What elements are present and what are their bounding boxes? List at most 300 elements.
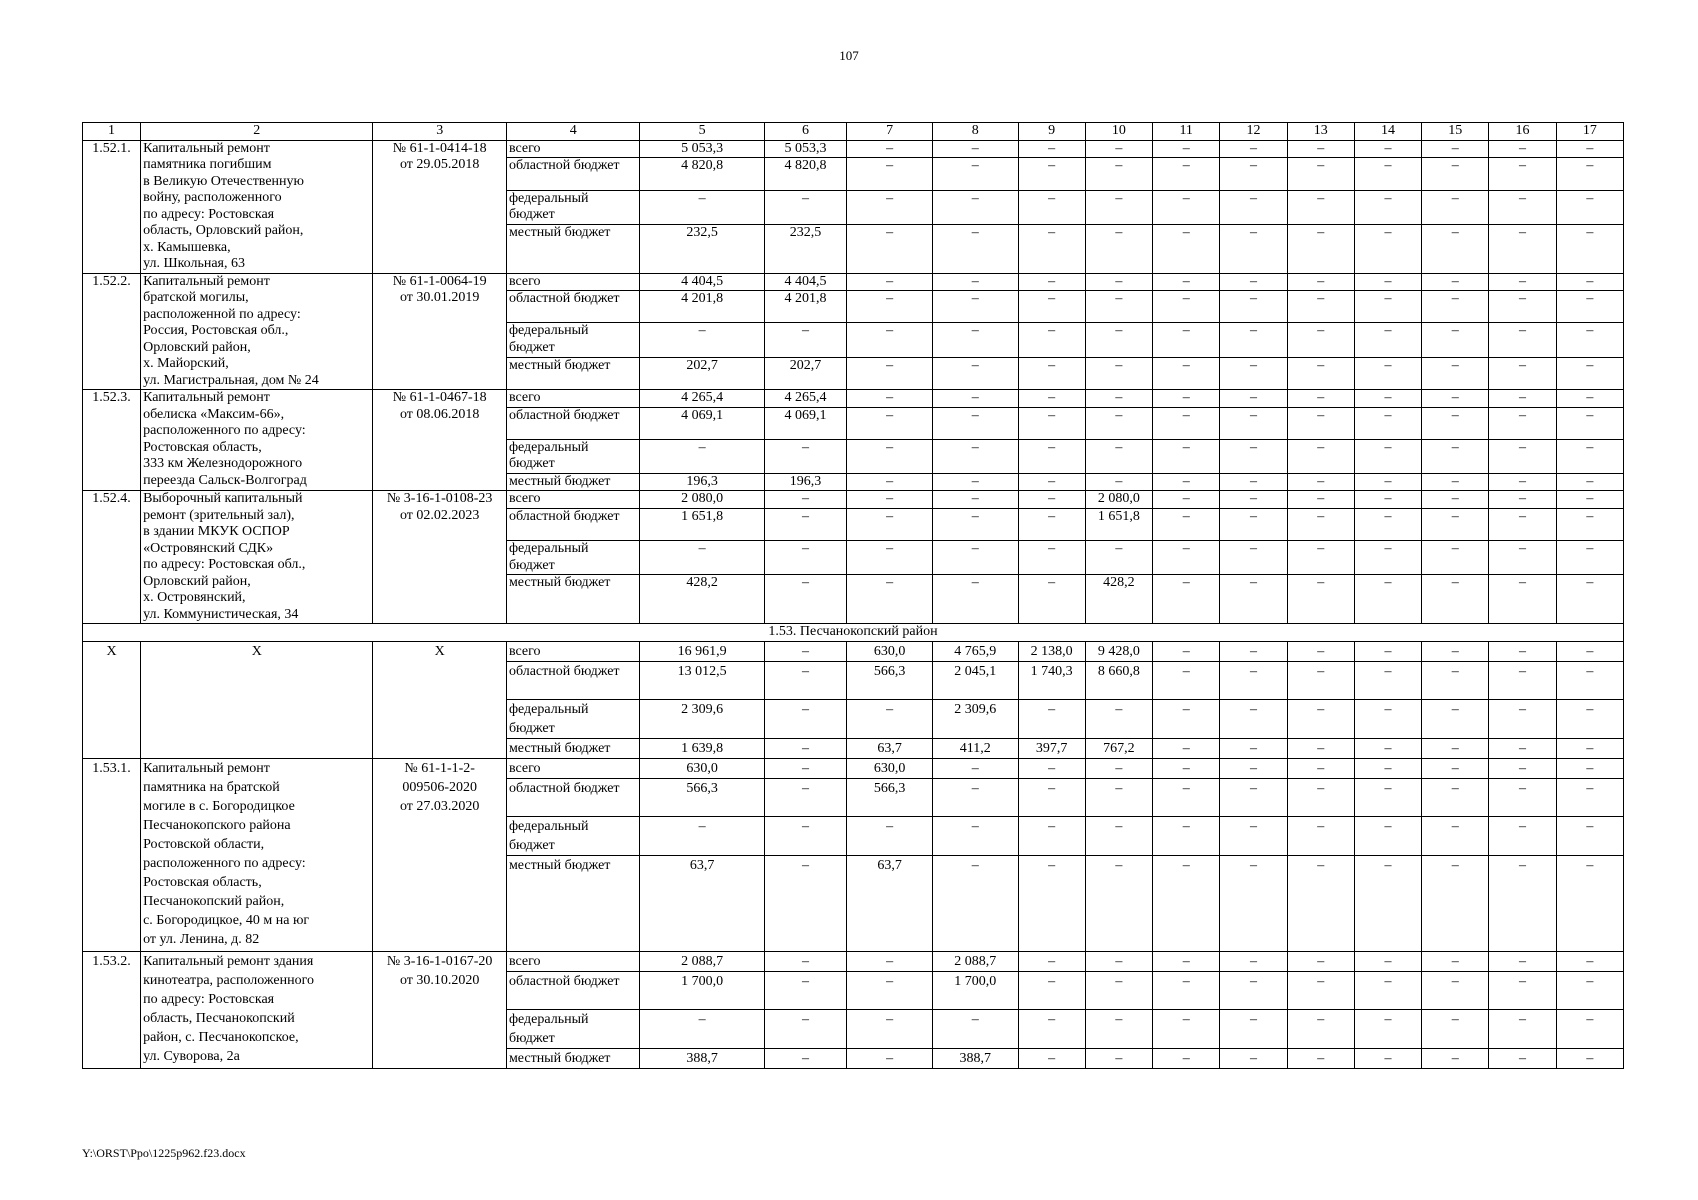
value-cell: – [1422, 357, 1489, 389]
value-cell: – [1018, 190, 1085, 224]
value-cell: 566,3 [640, 778, 764, 816]
document-line: № 61-1-0467-18 [392, 390, 487, 405]
value-cell: 4 201,8 [640, 291, 764, 323]
item-name-line: Россия, Ростовская обл., [143, 323, 289, 338]
item-name-line: Ростовская область, [143, 439, 262, 455]
value-cell: – [1287, 971, 1354, 1009]
value-cell: 4 404,5 [640, 273, 764, 291]
value-cell: – [847, 541, 933, 575]
value-cell: – [1354, 541, 1421, 575]
item-name-line: Орловский район, [143, 339, 251, 355]
value-cell: – [932, 758, 1018, 778]
value-cell: – [1018, 508, 1085, 540]
value-cell: – [1085, 971, 1152, 1009]
item-name-line: Выборочный капитальный [143, 491, 303, 506]
value-cell: – [1489, 390, 1556, 408]
value-cell: – [847, 158, 933, 190]
value-cell: – [1287, 661, 1354, 699]
value-cell: 767,2 [1085, 738, 1152, 758]
funding-source: федеральный бюджет [506, 1009, 640, 1048]
value-cell: – [847, 273, 933, 291]
funding-source: областной бюджет [506, 661, 640, 699]
document-line: от 27.03.2020 [399, 798, 480, 814]
value-cell: – [1220, 541, 1287, 575]
column-number-header: 17 [1556, 123, 1623, 141]
value-cell: 8 660,8 [1085, 661, 1152, 699]
value-cell: – [1018, 491, 1085, 509]
value-cell: – [1220, 758, 1287, 778]
value-cell: – [1422, 407, 1489, 439]
value-cell: – [1422, 855, 1489, 951]
value-cell: – [1556, 971, 1623, 1009]
value-cell: – [1085, 158, 1152, 190]
value-cell: 428,2 [640, 575, 764, 624]
value-cell: – [1489, 816, 1556, 855]
value-cell: 1 639,8 [640, 738, 764, 758]
value-cell: – [932, 816, 1018, 855]
value-cell: – [764, 816, 847, 855]
value-cell: – [764, 1009, 847, 1048]
expertise-document [373, 491, 507, 624]
value-cell: – [1085, 140, 1152, 158]
document-line: 009506-2020 [402, 779, 478, 795]
value-cell: 1 651,8 [1085, 508, 1152, 540]
value-cell: – [1085, 390, 1152, 408]
funding-source: всего [506, 390, 640, 408]
value-cell: – [1287, 439, 1354, 473]
value-cell: – [1287, 390, 1354, 408]
value-cell: – [1489, 473, 1556, 491]
value-cell: – [932, 390, 1018, 408]
value-cell: 4 265,4 [764, 390, 847, 408]
value-cell: 63,7 [847, 855, 933, 951]
column-number-header: 12 [1220, 123, 1287, 141]
value-cell: – [1153, 224, 1220, 273]
value-cell: – [1153, 758, 1220, 778]
value-cell: 1 740,3 [1018, 661, 1085, 699]
value-cell: 4 069,1 [640, 407, 764, 439]
value-cell: – [1220, 778, 1287, 816]
column-number-header: 6 [764, 123, 847, 141]
value-cell: – [1287, 491, 1354, 509]
value-cell: – [1556, 855, 1623, 951]
value-cell: – [1354, 1048, 1421, 1068]
value-cell: – [1422, 971, 1489, 1009]
value-cell: – [1489, 1048, 1556, 1068]
value-cell: – [1422, 778, 1489, 816]
value-cell: – [847, 190, 933, 224]
item-name-line: ул. Коммунистическая, 34 [143, 606, 299, 622]
value-cell: – [1489, 190, 1556, 224]
value-cell: – [847, 508, 933, 540]
value-cell: – [1220, 323, 1287, 357]
value-cell: – [1489, 778, 1556, 816]
item-name-line: по адресу: Ростовская [143, 206, 275, 222]
value-cell: – [1085, 1048, 1152, 1068]
value-cell: – [764, 491, 847, 509]
value-cell: – [764, 1048, 847, 1068]
value-cell: – [1489, 1009, 1556, 1048]
value-cell: – [1422, 291, 1489, 323]
item-name-line: переезда Сальск-Волгоград [143, 472, 307, 488]
value-cell: – [1287, 407, 1354, 439]
value-cell: – [1085, 357, 1152, 389]
value-cell: – [847, 1009, 933, 1048]
value-cell: – [1085, 951, 1152, 971]
value-cell: – [764, 439, 847, 473]
table-row [83, 951, 1624, 971]
value-cell: – [640, 439, 764, 473]
value-cell: – [1018, 1009, 1085, 1048]
value-cell: 202,7 [640, 357, 764, 389]
value-cell: – [1220, 357, 1287, 389]
expertise-document [373, 140, 507, 273]
item-name-line: район, с. Песчанокопское, [143, 1029, 299, 1045]
value-cell: – [1018, 390, 1085, 408]
value-cell: – [1220, 971, 1287, 1009]
value-cell: – [1153, 407, 1220, 439]
value-cell: – [1422, 473, 1489, 491]
item-name-line: памятника на братской [143, 779, 280, 795]
item-name-line: Капитальный ремонт [143, 140, 270, 156]
value-cell: – [1556, 508, 1623, 540]
value-cell: – [1287, 758, 1354, 778]
value-cell: – [1556, 641, 1623, 661]
value-cell: – [1153, 1009, 1220, 1048]
item-name-line: Песчанокопский район, [143, 893, 285, 909]
value-cell: – [1489, 140, 1556, 158]
value-cell: – [847, 951, 933, 971]
funding-source: всего [506, 641, 640, 661]
value-cell: – [1287, 224, 1354, 273]
value-cell: – [1422, 661, 1489, 699]
funding-source: федеральный бюджет [506, 190, 640, 224]
value-cell: – [1556, 439, 1623, 473]
value-cell: – [1220, 1048, 1287, 1068]
value-cell: – [1354, 407, 1421, 439]
value-cell: – [1018, 971, 1085, 1009]
value-cell: – [1085, 758, 1152, 778]
item-name [141, 491, 373, 624]
table-row [83, 140, 1624, 158]
value-cell: – [1018, 323, 1085, 357]
value-cell: – [1489, 291, 1556, 323]
value-cell: – [1489, 158, 1556, 190]
value-cell: – [1489, 738, 1556, 758]
value-cell: – [1287, 158, 1354, 190]
value-cell: – [1354, 273, 1421, 291]
value-cell: – [1085, 855, 1152, 951]
value-cell: – [1220, 575, 1287, 624]
funding-source: областной бюджет [506, 971, 640, 1009]
item-name-line: Капитальный ремонт [143, 273, 270, 289]
value-cell: – [1489, 407, 1556, 439]
funding-source: всего [506, 758, 640, 778]
value-cell: – [1354, 1009, 1421, 1048]
value-cell: – [1422, 816, 1489, 855]
value-cell: – [1220, 407, 1287, 439]
section-row [83, 624, 1624, 642]
value-cell: 2 088,7 [932, 951, 1018, 971]
item-name [141, 140, 373, 273]
value-cell: – [1153, 661, 1220, 699]
value-cell: 202,7 [764, 357, 847, 389]
value-cell: – [932, 491, 1018, 509]
value-cell: – [1085, 190, 1152, 224]
value-cell: – [1422, 508, 1489, 540]
column-number-header: 7 [847, 123, 933, 141]
column-number-header: 9 [1018, 123, 1085, 141]
value-cell: – [847, 140, 933, 158]
column-number-header: 1 [83, 123, 141, 141]
value-cell: – [1018, 855, 1085, 951]
value-cell: – [847, 491, 933, 509]
item-name-line: ул. Магистральная, дом № 24 [143, 372, 319, 388]
value-cell: 63,7 [847, 738, 933, 758]
value-cell: – [1354, 971, 1421, 1009]
value-cell: 16 961,9 [640, 641, 764, 661]
value-cell: – [1354, 473, 1421, 491]
value-cell: – [1556, 224, 1623, 273]
value-cell: – [1354, 661, 1421, 699]
document-line: № 61-1-0064-19 [392, 273, 487, 289]
value-cell: – [1422, 1048, 1489, 1068]
column-number-header: 8 [932, 123, 1018, 141]
value-cell: – [1018, 699, 1085, 738]
value-cell: – [1220, 661, 1287, 699]
value-cell: – [1489, 323, 1556, 357]
value-cell: – [1354, 291, 1421, 323]
item-name-line: памятника погибшим [143, 157, 272, 172]
item-name-line: «Островянский СДК» [143, 540, 274, 556]
value-cell: – [1085, 778, 1152, 816]
value-cell: – [847, 323, 933, 357]
value-cell: – [932, 778, 1018, 816]
document-line: № 61-1-1-2- [404, 760, 475, 776]
value-cell: – [932, 291, 1018, 323]
value-cell: – [1422, 541, 1489, 575]
item-name-line: 333 км Железнодорожного [143, 456, 303, 471]
value-cell: 1 700,0 [640, 971, 764, 1009]
value-cell: 388,7 [932, 1048, 1018, 1068]
value-cell: – [1153, 575, 1220, 624]
value-cell: – [1018, 575, 1085, 624]
value-cell: – [1018, 1048, 1085, 1068]
value-cell: – [1018, 158, 1085, 190]
value-cell: – [1085, 816, 1152, 855]
value-cell: – [640, 190, 764, 224]
item-name-line: в здании МКУК ОСПОР [143, 524, 290, 539]
value-cell: – [1556, 357, 1623, 389]
funding-source: местный бюджет [506, 224, 640, 273]
value-cell: – [1556, 407, 1623, 439]
item-name-line: Капитальный ремонт [143, 760, 270, 776]
value-cell: – [1287, 357, 1354, 389]
value-cell: – [1556, 491, 1623, 509]
value-cell: – [932, 439, 1018, 473]
value-cell: – [640, 541, 764, 575]
value-cell: – [1354, 357, 1421, 389]
page-number: 107 [839, 48, 859, 63]
value-cell: – [1422, 190, 1489, 224]
item-number: 1.53.2. [83, 951, 141, 1068]
value-cell: – [1220, 140, 1287, 158]
value-cell: – [1018, 224, 1085, 273]
value-cell: – [1422, 323, 1489, 357]
value-cell: 4 201,8 [764, 291, 847, 323]
item-name-line: кинотеатра, расположенного [143, 972, 314, 988]
value-cell: – [764, 738, 847, 758]
value-cell: – [1556, 541, 1623, 575]
value-cell: – [764, 641, 847, 661]
value-cell: – [1220, 473, 1287, 491]
item-number: 1.52.4. [83, 491, 141, 624]
value-cell: 4 265,4 [640, 390, 764, 408]
value-cell: – [1153, 439, 1220, 473]
value-cell: – [932, 575, 1018, 624]
funding-source: областной бюджет [506, 291, 640, 323]
value-cell: 2 045,1 [932, 661, 1018, 699]
value-cell: – [932, 224, 1018, 273]
value-cell: 566,3 [847, 661, 933, 699]
value-cell: – [1422, 641, 1489, 661]
funding-source: областной бюджет [506, 508, 640, 540]
item-name-line: Капитальный ремонт [143, 390, 270, 405]
funding-source: всего [506, 491, 640, 509]
value-cell: – [764, 508, 847, 540]
value-cell: 4 820,8 [640, 158, 764, 190]
value-cell: – [1018, 273, 1085, 291]
value-cell: – [1287, 816, 1354, 855]
section-title: 1.53. Песчанокопский район [83, 624, 1624, 642]
value-cell: – [1556, 291, 1623, 323]
value-cell: – [1354, 758, 1421, 778]
value-cell: – [1556, 816, 1623, 855]
value-cell: – [1153, 140, 1220, 158]
value-cell: – [1556, 158, 1623, 190]
value-cell: – [847, 291, 933, 323]
value-cell: – [1354, 140, 1421, 158]
value-cell: – [1085, 407, 1152, 439]
item-name-line: ул. Школьная, 63 [143, 256, 245, 271]
value-cell: – [1354, 439, 1421, 473]
item-name-line: Ростовская область, [143, 874, 262, 890]
column-number-header: 13 [1287, 123, 1354, 141]
value-cell: – [1354, 575, 1421, 624]
value-cell: – [1018, 816, 1085, 855]
funding-source: местный бюджет [506, 855, 640, 951]
value-cell: – [847, 1048, 933, 1068]
item-name-line: войну, расположенного [143, 190, 282, 205]
value-cell: – [1354, 951, 1421, 971]
column-number-header: 4 [506, 123, 640, 141]
expertise-document [373, 390, 507, 491]
value-cell: 5 053,3 [764, 140, 847, 158]
value-cell: – [932, 357, 1018, 389]
value-cell: – [1153, 190, 1220, 224]
value-cell: – [1153, 473, 1220, 491]
table-row [83, 758, 1624, 778]
value-cell: – [1220, 641, 1287, 661]
value-cell: 196,3 [640, 473, 764, 491]
value-cell: 2 080,0 [1085, 491, 1152, 509]
item-name-line: х. Камышевка, [143, 239, 231, 255]
value-cell: 630,0 [847, 641, 933, 661]
value-cell: – [1489, 508, 1556, 540]
value-cell: – [932, 508, 1018, 540]
value-cell: – [1556, 661, 1623, 699]
column-number-header: 5 [640, 123, 764, 141]
item-number: 1.52.1. [83, 140, 141, 273]
funding-source: федеральный бюджет [506, 541, 640, 575]
not-applicable-mark: Х [141, 641, 373, 758]
value-cell: – [1018, 473, 1085, 491]
value-cell: – [1489, 357, 1556, 389]
value-cell: – [847, 439, 933, 473]
value-cell: – [1489, 971, 1556, 1009]
item-name-line: х. Островянский, [143, 590, 246, 605]
value-cell: 232,5 [640, 224, 764, 273]
value-cell: – [1354, 158, 1421, 190]
value-cell: – [1220, 508, 1287, 540]
value-cell: – [1085, 224, 1152, 273]
value-cell: – [1153, 390, 1220, 408]
value-cell: – [1085, 291, 1152, 323]
item-name [141, 758, 373, 951]
value-cell: – [1085, 473, 1152, 491]
item-name [141, 951, 373, 1068]
column-number-header: 11 [1153, 123, 1220, 141]
value-cell: – [932, 158, 1018, 190]
value-cell: – [1556, 140, 1623, 158]
value-cell: 63,7 [640, 855, 764, 951]
value-cell: – [1220, 951, 1287, 971]
value-cell: – [1085, 699, 1152, 738]
value-cell: – [847, 699, 933, 738]
value-cell: – [1489, 641, 1556, 661]
value-cell: – [1556, 738, 1623, 758]
value-cell: – [1287, 473, 1354, 491]
budget-table [82, 122, 1624, 1069]
value-cell: 4 820,8 [764, 158, 847, 190]
funding-source: местный бюджет [506, 473, 640, 491]
value-cell: – [847, 575, 933, 624]
column-number-header: 2 [141, 123, 373, 141]
value-cell: – [1422, 951, 1489, 971]
value-cell: – [1085, 273, 1152, 291]
value-cell: – [1354, 816, 1421, 855]
item-name-line: по адресу: Ростовская [143, 991, 275, 1007]
value-cell: – [1422, 140, 1489, 158]
value-cell: – [1220, 1009, 1287, 1048]
value-cell: – [1287, 699, 1354, 738]
item-name-line: Капитальный ремонт здания [143, 953, 314, 969]
value-cell: – [1220, 158, 1287, 190]
funding-source: областной бюджет [506, 778, 640, 816]
value-cell: – [932, 323, 1018, 357]
value-cell: – [847, 473, 933, 491]
funding-source: федеральный бюджет [506, 816, 640, 855]
value-cell: 2 309,6 [640, 699, 764, 738]
value-cell: – [1287, 951, 1354, 971]
item-name-line: в Великую Отечественную [143, 173, 304, 189]
item-name-line: область, Песчанокопский [143, 1010, 295, 1026]
footer-file-path: Y:\ORST\Ppo\1225p962.f23.docx [82, 1146, 246, 1160]
value-cell: – [1220, 491, 1287, 509]
item-name-line: область, Орловский район, [143, 223, 304, 238]
value-cell: – [1153, 699, 1220, 738]
value-cell: – [1153, 778, 1220, 816]
